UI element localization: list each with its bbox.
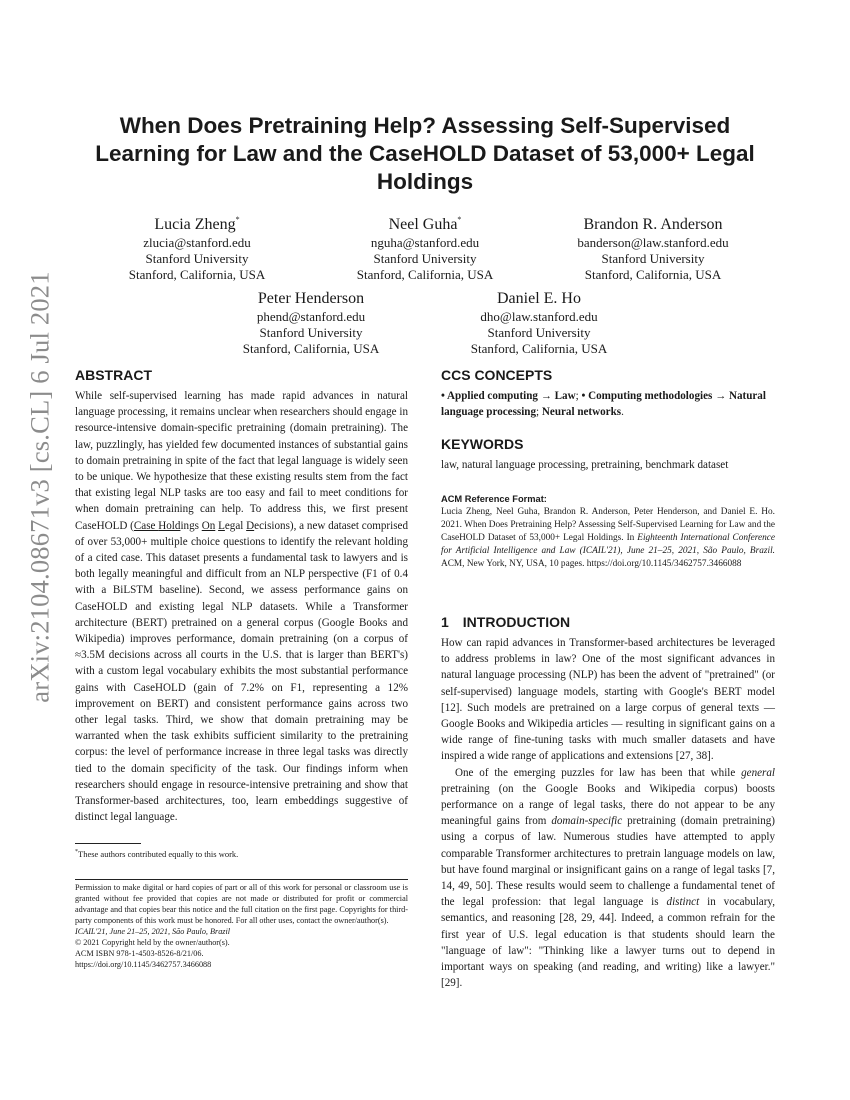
author-block <box>414 289 664 357</box>
author-affiliation: Stanford University <box>487 325 591 340</box>
permission-text: Permission to make digital or hard copies of part or all of this work for personal or classroom use is granted without fee provided that copies are not made or distributed for profit or commercial advantage and that copies bear this notice and the full citation on the first page. Copyrights for third-party components of this work must be honored. For all other uses, contact the owner/author(s). <box>75 883 408 925</box>
ccs-heading: CCS CONCEPTS <box>441 367 553 383</box>
author-block <box>72 210 322 283</box>
abstract-body <box>75 388 408 825</box>
author-affiliation: Stanford University <box>601 251 705 266</box>
permission-isbn: ACM ISBN 978-1-4503-8526-8/21/06. <box>75 949 204 958</box>
author-location: Stanford, California, USA <box>584 267 722 282</box>
permission-venue: ICAIL'21, June 21–25, 2021, São Paulo, Brazil <box>75 927 231 936</box>
abstract-paragraph: While self-supervised learning has made rapid advances in natural language processing, it remains unclear when researchers should engage in resource-intensive domain-specific pretraining (domain pretraining). The law, puzzlingly, has yielded few documented instances of substantial gains to domain pretraining in spite of the fact that legal language is widely seen to be unique. We hypothesize that these existing results stem from the fact that existing legal NLP tasks are too easy and fail to meet conditions for when domain pretraining can help. To address this, we first present CaseHOLD (Case Holdings On Legal Decisions), a new dataset comprised of over 53,000+ multiple choice questions to identify the relevant holding of a cited case. This dataset presents a fundamental task to lawyers and is both legally meaningful and difficult from an NLP perspective (F1 of 0.4 with a BiLSTM baseline). Second, we assess performance gains on CaseHOLD and existing legal NLP datasets. While a Transformer architecture (BERT) pretrained on a general corpus (Google Books and Wikipedia) improves performance, domain pretraining (on a corpus of ≈3.5M decisions across all courts in the U.S. that is larger than BERT's) with a custom legal vocabulary exhibits the most substantial performance gains with CaseHOLD (gain of 7.2% on F1, representing a 12% improvement on BERT) and consistent performance gains across two other legal tasks. Third, we show that domain pretraining may be warranted when the task exhibits sufficient similarity to the pretraining corpus: the level of performance increase in three legal tasks was directly tied to the domain specificity of the task. Our findings inform when researchers should engage in resource-intensive pretraining and show that Transformer-based architectures, too, learn embeddings suggestive of distinct legal language. <box>75 390 408 824</box>
author-affiliation: Stanford University <box>259 325 363 340</box>
author-name: Brandon R. Anderson <box>583 216 723 233</box>
abstract-heading: ABSTRACT <box>75 367 152 383</box>
author-name: Lucia Zheng* <box>154 215 240 233</box>
ccs-concepts: • Applied computing → Law; • Computing methodologies → Natural language processing; Neural networks. <box>441 390 766 419</box>
author-name: Daniel E. Ho <box>497 290 581 307</box>
author-location: Stanford, California, USA <box>242 341 380 356</box>
introduction-paragraph: One of the emerging puzzles for law has been that while general pretraining (on the Google Books and Wikipedia corpus) boosts performance on a range of legal tasks, there do not appear to be any meaningful gains from domain-specific pretraining (domain pretraining) using a corpus of law. Numerous studies have attempted to apply comparable Transformer architectures to pretrain language models on law, but have found marginal or insignificant gains on a range of legal tasks [7, 14, 49, 50]. These results would seem to challenge a fundamental tenet of the legal profession: that legal language is distinct in vocabulary, semantics, and reasoning [28, 29, 44]. Indeed, a common refrain for the first year of U.S. legal education is that students should learn the "language of law": "Thinking like a lawyer turns out to depend in important ways on speaking (and reading, and writing) like a lawyer." [29]. <box>441 766 776 990</box>
keywords-text: law, natural language processing, pretraining, benchmark dataset <box>441 459 729 472</box>
author-block <box>528 210 778 283</box>
paper-title: When Does Pretraining Help? Assessing Self-Supervised Learning for Law and the CaseHOLD Dataset of 53,000+ Legal Holdings <box>95 113 755 194</box>
abstract-section <box>75 367 408 825</box>
acm-reference-text: Lucia Zheng, Neel Guha, Brandon R. Anderson, Peter Henderson, and Daniel E. Ho. 2021. When Does Pretraining Help? Assessing Self-Supervised Learning for Law and the CaseHOLD Dataset of 53,000+ Legal Holdings. In Eighteenth International Conference for Artificial Intelligence and Law (ICAIL'21), June 21–25, 2021, São Paulo, Brazil. ACM, New York, NY, USA, 10 pages. https://doi.org/10.1145/3462757.3466088 <box>441 506 775 570</box>
introduction-heading: 1 INTRODUCTION <box>441 614 571 630</box>
author-location: Stanford, California, USA <box>356 267 494 282</box>
author-name: Peter Henderson <box>257 290 365 307</box>
author-email: zlucia@stanford.edu <box>143 235 251 250</box>
author-email: dho@law.stanford.edu <box>480 309 598 324</box>
arxiv-identifier: arXiv:2104.08671v3 [cs.CL] 6 Jul 2021 <box>24 271 55 703</box>
footnote: *These authors contributed equally to this work. <box>75 849 239 859</box>
author-affiliation: Stanford University <box>145 251 249 266</box>
introduction-paragraph: How can rapid advances in Transformer-based architectures be leveraged to address problems in law? One of the most significant advances in natural language processing (NLP) has been the advent of "pretrained" (or self-supervised) language models, starting with Google's BERT model [12]. Such models are pretrained on a large corpus of general texts — Google Books and Wikipedia articles — resulting in significant gains on a wide range of fine-tuning tasks with much smaller datasets and have inspired a wide range of applications and extensions [27, 38]. <box>441 637 775 763</box>
author-block <box>186 289 436 357</box>
keywords-heading: KEYWORDS <box>441 436 524 453</box>
author-block <box>300 210 550 283</box>
arxiv-watermark <box>18 271 62 703</box>
permission-doi[interactable]: https://doi.org/10.1145/3462757.3466088 <box>75 960 212 969</box>
author-email: nguha@stanford.edu <box>370 235 480 250</box>
introduction-body <box>441 635 775 991</box>
author-email: banderson@law.stanford.edu <box>577 235 729 250</box>
acm-reference-heading: ACM Reference Format: <box>441 493 547 504</box>
author-location: Stanford, California, USA <box>128 267 266 282</box>
author-affiliation: Stanford University <box>373 251 477 266</box>
author-location: Stanford, California, USA <box>470 341 608 356</box>
permission-block <box>75 882 408 970</box>
metadata-section <box>441 367 775 572</box>
permission-copyright: © 2021 Copyright held by the owner/author(s). <box>75 938 230 947</box>
footnote-rule <box>75 843 141 844</box>
author-email: phend@stanford.edu <box>256 309 366 324</box>
author-name: Neel Guha* <box>388 215 462 233</box>
permission-rule <box>75 879 408 880</box>
